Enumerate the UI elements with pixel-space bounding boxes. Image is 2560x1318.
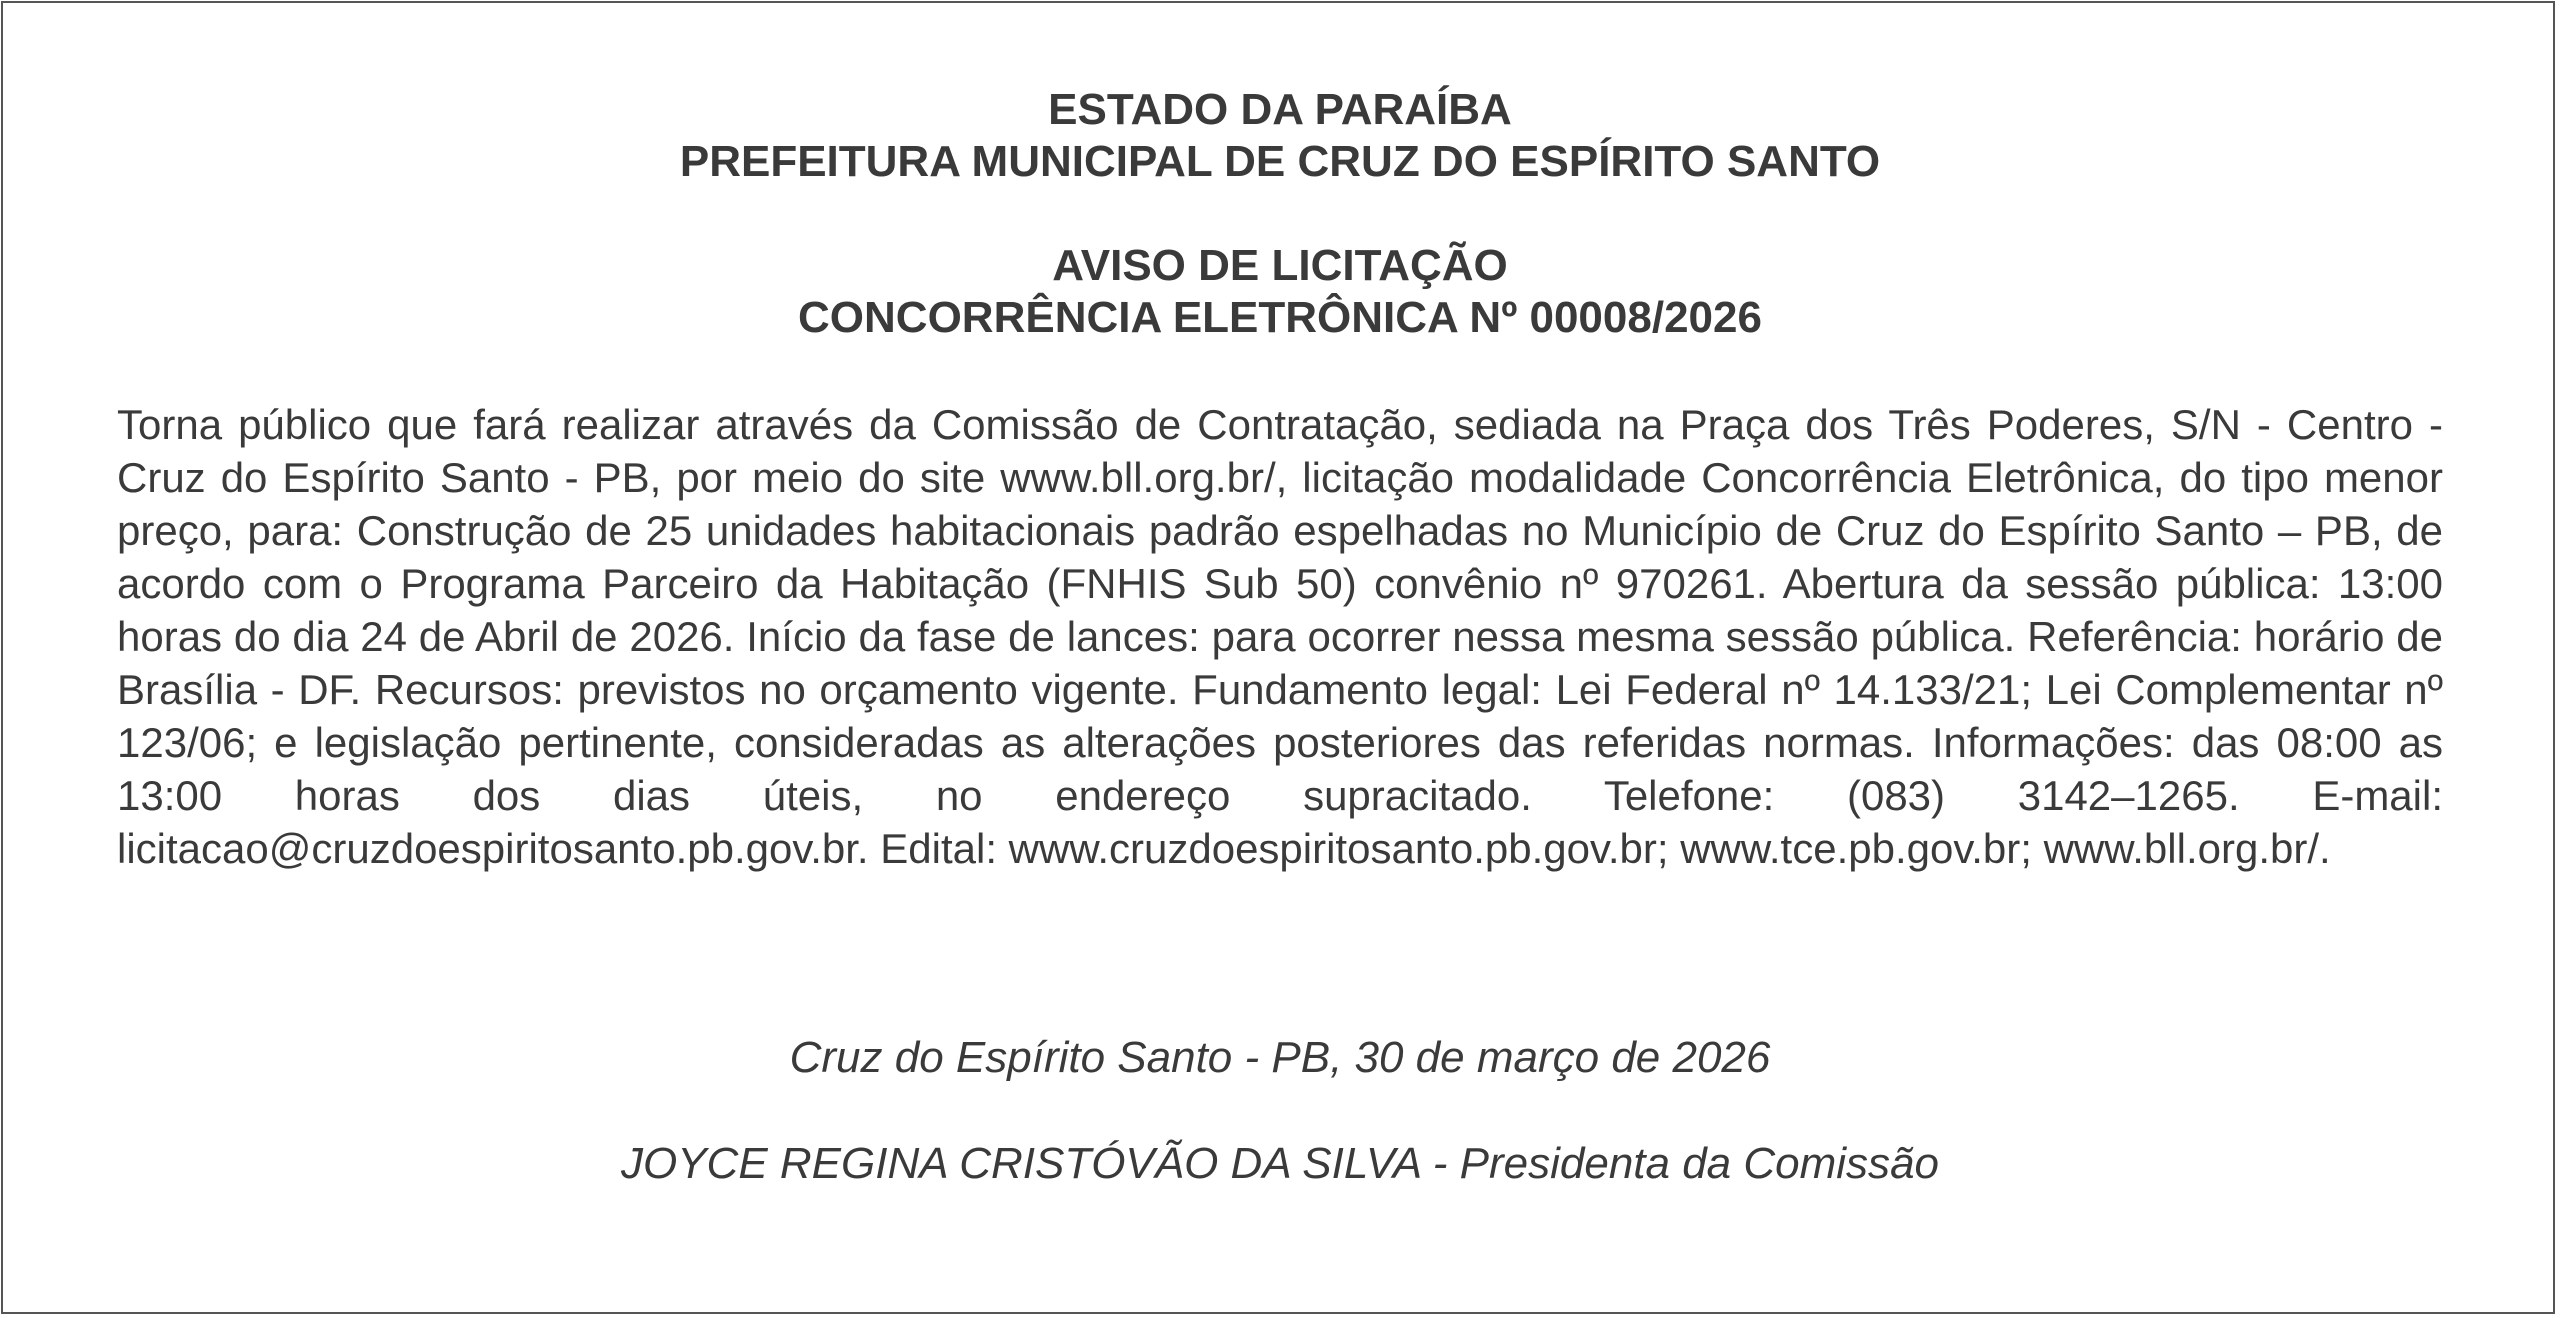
notice-title: AVISO DE LICITAÇÃO xyxy=(1052,241,1508,290)
issuer-header xyxy=(0,84,2560,188)
notice-heading xyxy=(0,240,2560,344)
notice-body: Torna público que fará realizar através da Comissão de Contratação, sediada na Praça dos Três Poderes, S/N - Centro - Cruz do Espírito Santo - PB, por meio do site www.bll.org.br/, licitação modalidade Concorrência Eletrônica, do tipo menor preço, para: Construção de 25 unidades habitacionais padrão espelhadas no Município de Cruz do Espírito Santo – PB, de acordo com o Programa Parceiro da Habitação (FNHIS Sub 50) convênio nº 970261. Abertura da sessão pública: 13:00 horas do dia 24 de Abril de 2026. Início da fase de lances: para ocorrer nessa mesma sessão pública. Referência: horário de Brasília - DF. Recursos: previstos no orçamento vigente. Fundamento legal: Lei Federal nº 14.133/21; Lei Complementar nº 123/06; e legislação pertinente, consideradas as alterações posteriores das referidas normas. Informações: das 08:00 as 13:00 horas dos dias úteis, no endereço supracitado. Telefone: (083) 3142–1265. E-mail: licitacao@cruzdoespiritosanto.pb.gov.br. Edital: www.cruzdoespiritosanto.pb.gov.br; www.tce.pb.gov.br; www.bll.org.br/. xyxy=(117,401,2443,872)
state-name: ESTADO DA PARAÍBA xyxy=(1048,85,1512,134)
notice-number: CONCORRÊNCIA ELETRÔNICA Nº 00008/2026 xyxy=(798,293,1762,342)
place-and-date: Cruz do Espírito Santo - PB, 30 de março de 2026 xyxy=(789,1033,1771,1082)
signature-line: JOYCE REGINA CRISTÓVÃO DA SILVA - Presidenta da Comissão xyxy=(620,1139,1939,1188)
municipality-name: PREFEITURA MUNICIPAL DE CRUZ DO ESPÍRITO SANTO xyxy=(679,137,1881,186)
